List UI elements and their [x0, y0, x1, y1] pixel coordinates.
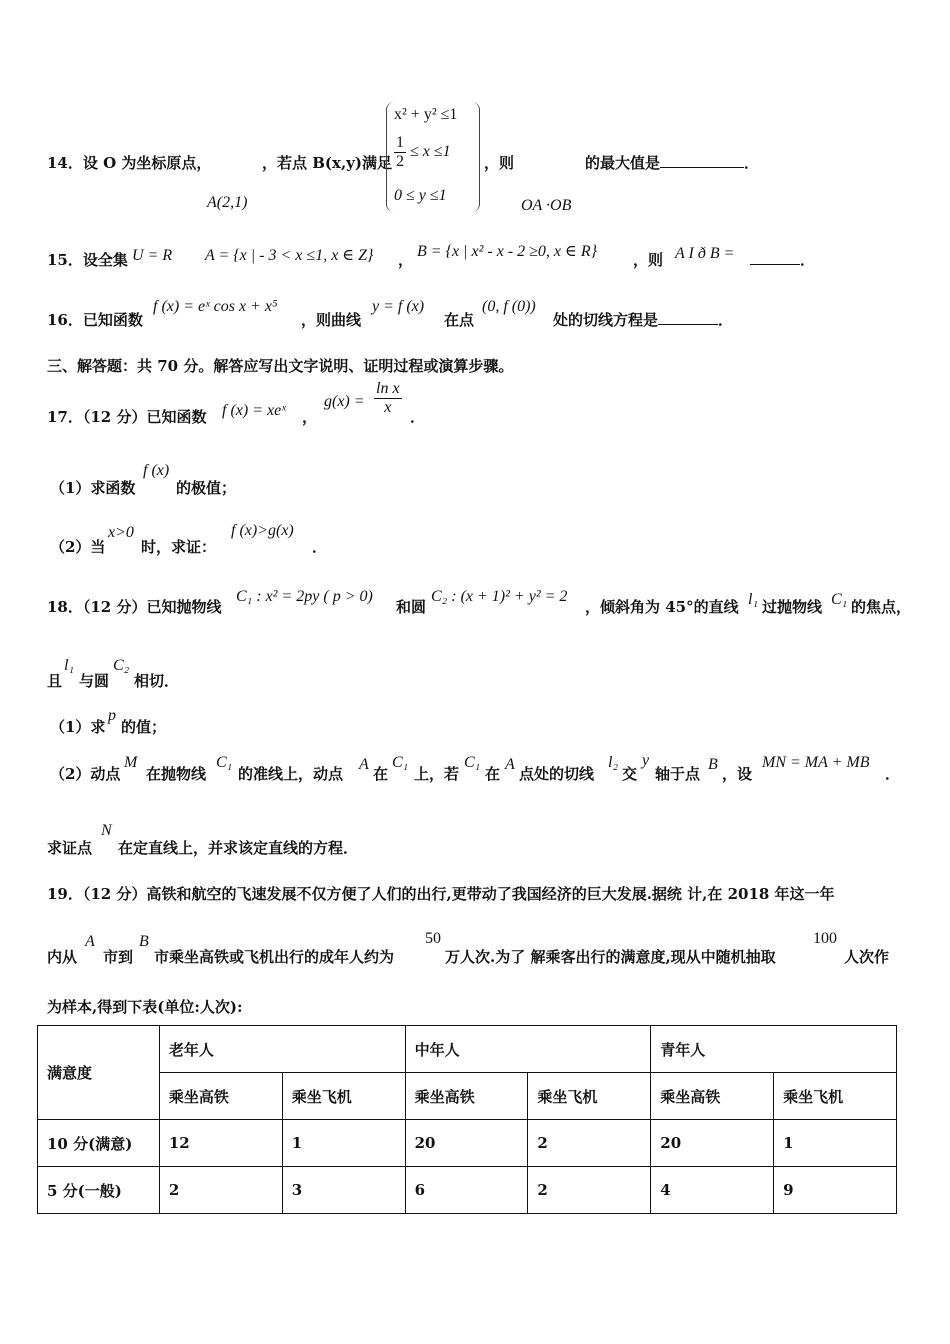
table-subheader: 乘坐高铁 [405, 1073, 528, 1120]
table-subheader-row [38, 1073, 897, 1120]
q18-c1: C₁ [831, 591, 848, 608]
q18-part2-i: 轴于点 [655, 765, 701, 783]
q16-mid1: ，则曲线 [301, 311, 362, 329]
q14-mid: ，若点 B(x,y)满足 [262, 154, 392, 172]
q15-set-b: B = {x | x² - x - 2 ≥0, x ∈ R} [417, 243, 598, 260]
q17-g-left: g(x) = [324, 393, 365, 410]
q19-line2-100: 100 [813, 930, 837, 947]
q15-set-a: A = {x | - 3 < x ≤1, x ∈ Z} [205, 247, 374, 264]
q18-part2-B: B [708, 756, 718, 773]
q14-constraint-2-rest: ≤ x ≤1 [410, 143, 451, 161]
q18-mid3: 的焦点， [851, 598, 912, 616]
q19-line2-b: 市到 [103, 948, 134, 966]
q18-part2-c1: C₁ [216, 754, 233, 771]
q17-g-frac [374, 380, 402, 417]
q16-func: f (x) = eˣ cos x + x⁵ [153, 298, 278, 315]
q16-point: (0, f (0)) [482, 298, 536, 315]
q15-then: ，则 [633, 251, 664, 269]
q18-part1-a: （1）求 [50, 718, 106, 736]
q18-part1-p: p [108, 707, 116, 724]
table-cell: 3 [282, 1167, 405, 1214]
table-group-young: 青年人 [651, 1026, 897, 1073]
q18-line2-a: 且 [47, 672, 63, 690]
q15-blank: ． [750, 249, 815, 270]
table-cell: 20 [405, 1120, 528, 1167]
q18-part2-line2-n: N [101, 822, 112, 839]
q18-and-circle: 和圆 [396, 598, 427, 616]
q18-part2-line2-a: 求证点 [47, 839, 93, 857]
q14-then: ，则 [484, 154, 515, 172]
q17-comma: ， [302, 408, 318, 426]
q17-part1-b: 的极值； [176, 479, 237, 497]
q14-dot-product: OA ·OB [521, 197, 572, 214]
table-cell: 9 [774, 1167, 897, 1214]
table-corner: 满意度 [38, 1026, 160, 1120]
q18-part2-A: A [359, 756, 369, 773]
q14-suffix: 的最大值是 ． [585, 154, 760, 172]
q18-line2-l1: l₁ [64, 657, 75, 674]
q18-line2-c: 相切． [134, 672, 180, 690]
q17-part2-b: 时，求证： [141, 538, 217, 556]
q14-frac-den: 2 [396, 153, 404, 170]
q18-prefix: 18．（12 分）已知抛物线 [47, 598, 222, 616]
table-cell: 1 [774, 1120, 897, 1167]
q17-f: f (x) = xeˣ [222, 402, 286, 419]
q18-part2-m: M [124, 754, 138, 771]
section-3-heading: 三、解答题：共 70 分。解答应写出文字说明、证明过程或演算步骤。 [47, 357, 514, 375]
q18-part2-g: 点处的切线 [519, 765, 595, 783]
q17-prefix: 17．（12 分）已知函数 [47, 408, 207, 426]
q14-constraint-2 [394, 134, 451, 171]
table-subheader: 乘坐高铁 [651, 1073, 774, 1120]
q14-frac-num: 1 [396, 134, 404, 151]
q18-l1: l₁ [748, 591, 759, 608]
q14-prefix: 14．设 O 为坐标原点， [47, 154, 212, 172]
q19-line2-a: 内从 [47, 948, 78, 966]
table-cell: 2 [159, 1167, 282, 1214]
q19-line1: 19．（12 分）高铁和航空的飞速发展不仅方便了人们的出行,更带动了我国经济的巨大发展.据统 计,在 2018 年这一年 [47, 885, 835, 903]
q19-line3: 为样本,得到下表(单位:人次): [47, 998, 243, 1016]
q18-part2-l2: l₂ [608, 754, 619, 771]
q17-end: ． [410, 408, 426, 426]
q17-part2-cond: x>0 [108, 524, 134, 541]
q19-line2-B: B [139, 933, 149, 950]
table-row-label: 5 分(一般) [38, 1167, 160, 1214]
table-cell: 12 [159, 1120, 282, 1167]
table-row [38, 1167, 897, 1214]
q18-part2-y: y [642, 752, 650, 769]
q19-line2-50: 50 [425, 930, 441, 947]
q18-circle: C₂ : (x + 1)² + y² = 2 [431, 588, 568, 605]
q18-part2-j: ，设 [722, 765, 753, 783]
q18-part2-b: 在抛物线 [146, 765, 207, 783]
q19-line2-c: 市乘坐高铁或飞机出行的成年人约为 [154, 948, 395, 966]
q18-part2-h: 交 [622, 765, 638, 783]
table-subheader: 乘坐高铁 [159, 1073, 282, 1120]
q18-part2-d: 在 [373, 765, 389, 783]
table-cell: 4 [651, 1167, 774, 1214]
table-cell: 2 [528, 1167, 651, 1214]
q18-part1-b: 的值； [121, 718, 167, 736]
table-subheader: 乘坐飞机 [282, 1073, 405, 1120]
q17-part1-f: f (x) [143, 462, 170, 479]
q17-part2-end: ． [312, 538, 328, 556]
q18-part2-line2-b: 在定直线上，并求该定直线的方程． [118, 839, 359, 857]
q15-prefix: 15．设全集 [47, 251, 128, 269]
q17-part2-a: （2）当 [50, 538, 106, 556]
q16-curve: y = f (x) [372, 298, 425, 315]
table-group-middle-aged: 中年人 [405, 1026, 651, 1073]
q18-part2-f: 在 [485, 765, 501, 783]
table-row [38, 1120, 897, 1167]
q18-part2-A2: A [505, 756, 515, 773]
q14-constraint-3: 0 ≤ y ≤1 [394, 187, 447, 204]
q18-part2-a: （2）动点 [50, 765, 121, 783]
q18-parabola: C₁ : x² = 2py ( p > 0) [236, 588, 373, 605]
table-subheader: 乘坐飞机 [774, 1073, 897, 1120]
q18-part2-c1c: C₁ [464, 754, 481, 771]
table-cell: 6 [405, 1167, 528, 1214]
q18-mid: ，倾斜角为 45°的直线 [585, 598, 739, 616]
q15-universe: U = R [132, 247, 173, 264]
q18-part2-c: 的准线上，动点 [238, 765, 344, 783]
q16-mid2: 在点 [444, 311, 475, 329]
q18-mid2: 过抛物线 [762, 598, 823, 616]
q16-suffix: 处的切线方程是 ． [553, 311, 734, 329]
q15-comma: ， [398, 251, 414, 269]
table-cell: 20 [651, 1120, 774, 1167]
q18-line2-b: 与圆 [79, 672, 110, 690]
q14-point-a: A(2,1) [207, 194, 248, 211]
table-cell: 1 [282, 1120, 405, 1167]
q18-part2-end: ． [885, 765, 901, 783]
q19-line2-d: 万人次.为了 解乘客出行的满意度,现从中随机抽取 [445, 948, 776, 966]
q17-g-den: x [384, 399, 392, 416]
q14-constraint-1: x² + y² ≤1 [394, 106, 458, 123]
q15-expr: A I ð B = [675, 245, 735, 262]
q17-part1-a: （1）求函数 [50, 479, 136, 497]
q17-part2-ineq: f (x)>g(x) [231, 522, 294, 539]
table-cell: 2 [528, 1120, 651, 1167]
q18-line2-c2: C₂ [113, 657, 130, 674]
q18-part2-vec: MN = MA + MB [762, 754, 870, 771]
q16-prefix: 16．已知函数 [47, 311, 143, 329]
table-group-elderly: 老年人 [159, 1026, 405, 1073]
satisfaction-table [37, 1025, 897, 1214]
q19-line2-A: A [85, 933, 95, 950]
table-header-row [38, 1026, 897, 1073]
q19-line2-e: 人次作 [844, 948, 890, 966]
q18-part2-e: 上，若 [414, 765, 460, 783]
q18-part2-c1b: C₁ [392, 754, 409, 771]
table-subheader: 乘坐飞机 [528, 1073, 651, 1120]
q17-g-num: ln x [376, 380, 400, 397]
table-row-label: 10 分(满意) [38, 1120, 160, 1167]
